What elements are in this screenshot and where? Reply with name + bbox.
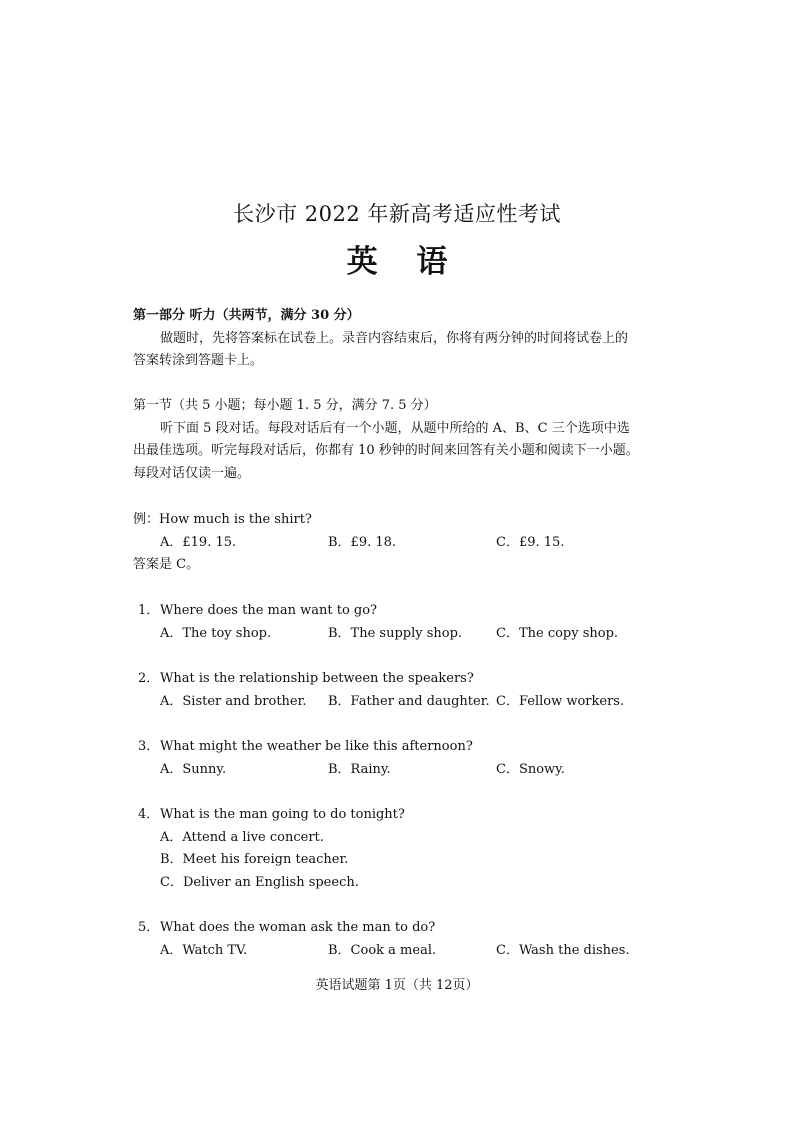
question-option-c: C．The copy shop. bbox=[496, 626, 619, 641]
question-option-a: A．Sister and brother. bbox=[160, 694, 307, 709]
question-option-c: C．Deliver an English speech. bbox=[160, 875, 359, 890]
question-option-b: B．Rainy. bbox=[328, 762, 391, 777]
question-option-c: C．Fellow workers. bbox=[496, 694, 625, 709]
question-text: What is the relationship between the speakers? bbox=[160, 671, 474, 686]
question-option-b: B．The supply shop. bbox=[328, 626, 463, 641]
section1-instruction-line1: 听下面 5 段对话。每段对话后有一个小题，从题中所给的 A、B、C 三个选项中选 bbox=[160, 421, 630, 436]
example-option-b: B．£9. 18. bbox=[328, 535, 397, 550]
question-option-c: C．Snowy. bbox=[496, 762, 565, 777]
question-option-b: B．Cook a meal. bbox=[328, 943, 437, 958]
question-number: 2． bbox=[138, 671, 160, 686]
question-number: 3． bbox=[138, 739, 160, 754]
part1-heading: 第一部分 听力（共两节，满分 30 分） bbox=[133, 308, 360, 323]
question-option-a: A．Watch TV. bbox=[160, 943, 248, 958]
example-option-c: C．£9. 15. bbox=[496, 535, 565, 550]
section1-heading: 第一节（共 5 小题；每小题 1. 5 分，满分 7. 5 分） bbox=[133, 398, 437, 413]
question-number: 5． bbox=[138, 920, 160, 935]
question-option-b: B．Meet his foreign teacher. bbox=[160, 852, 349, 867]
page-footer: 英语试题第 1页（共 12页） bbox=[315, 978, 479, 993]
example-option-a: A．£19. 15. bbox=[160, 535, 237, 550]
section1-instruction-line3: 每段对话仅读一遍。 bbox=[133, 466, 251, 481]
question-option-b: B．Father and daughter. bbox=[328, 694, 490, 709]
part1-instruction-line2: 答案转涂到答题卡上。 bbox=[133, 353, 264, 368]
question-text: Where does the man want to go? bbox=[160, 603, 378, 618]
question-option-a: A．Attend a live concert. bbox=[160, 830, 324, 845]
question-number: 1． bbox=[138, 603, 160, 618]
example-answer: 答案是 C。 bbox=[133, 557, 200, 572]
question-option-a: A．Sunny. bbox=[160, 762, 227, 777]
question-text: What might the weather be like this afternoon? bbox=[160, 739, 473, 754]
question-option-c: C．Wash the dishes. bbox=[496, 943, 630, 958]
section1-instruction-line2: 出最佳选项。听完每段对话后，你都有 10 秒钟的时间来回答有关小题和阅读下一小题。 bbox=[133, 443, 639, 458]
question-text: What is the man going to do tonight? bbox=[160, 807, 405, 822]
question-option-a: A．The toy shop. bbox=[160, 626, 272, 641]
part1-instruction-line1: 做题时，先将答案标在试卷上。录音内容结束后，你将有两分钟的时间将试卷上的 bbox=[160, 331, 629, 346]
example-question: 例：How much is the shirt? bbox=[133, 512, 312, 527]
subject-title: 英 语 bbox=[346, 244, 448, 280]
question-text: What does the woman ask the man to do? bbox=[160, 920, 436, 935]
exam-title: 长沙市 2022 年新高考适应性考试 bbox=[233, 202, 561, 226]
question-number: 4． bbox=[138, 807, 160, 822]
